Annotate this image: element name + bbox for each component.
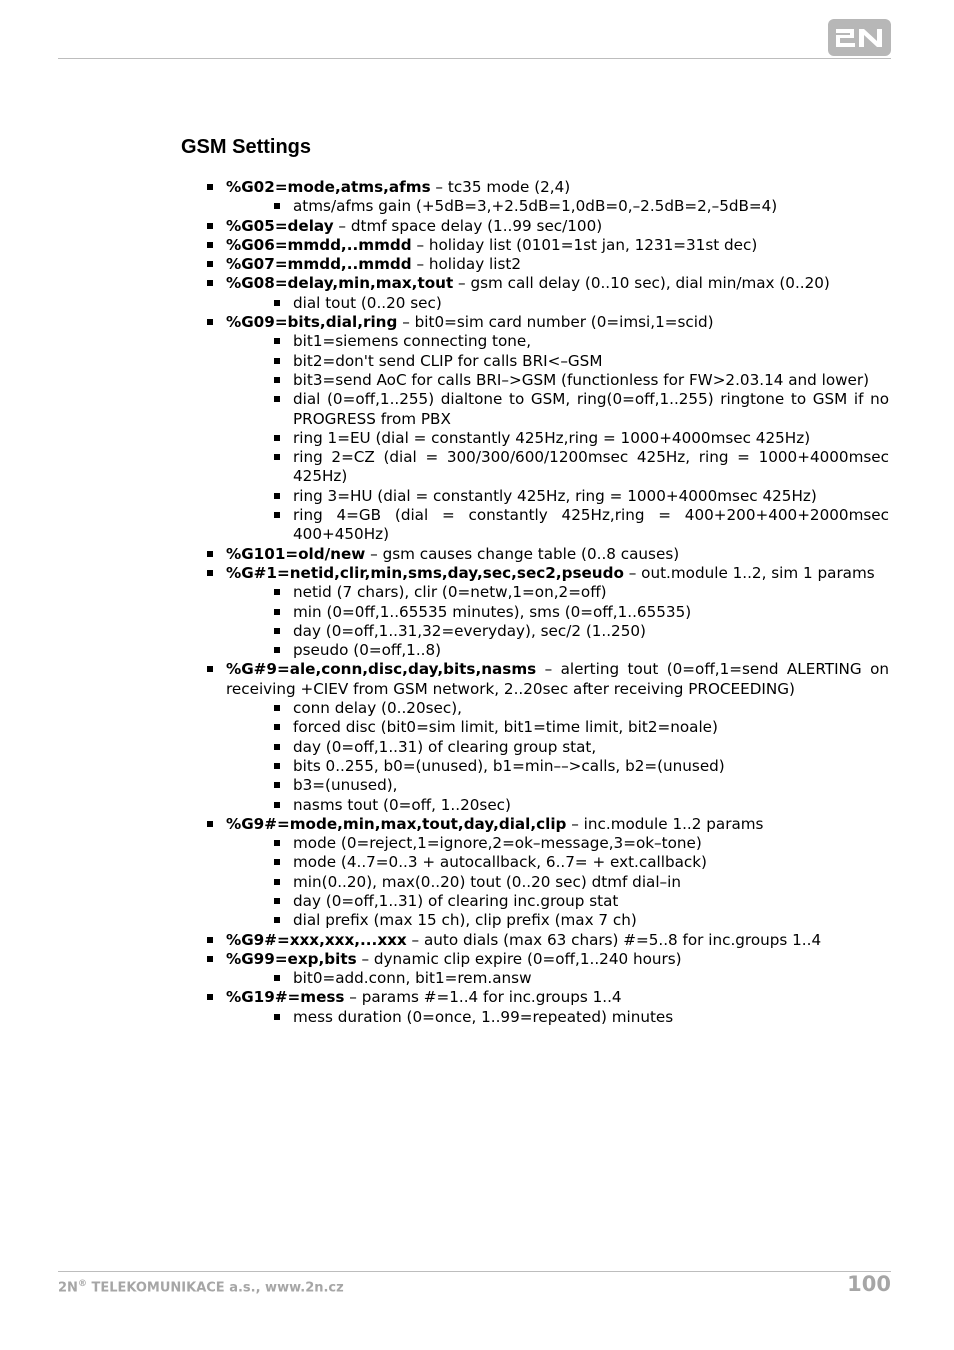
- 2n-logo-icon: [828, 19, 891, 56]
- setting-subitem: nasms tout (0=off, 1..20sec): [226, 796, 889, 815]
- setting-description: – holiday list2: [411, 255, 521, 274]
- setting-item: [207, 545, 889, 564]
- setting-subitem: bits 0..255, b0=(unused), b1=min––>calls, b2=(unused): [226, 757, 889, 776]
- setting-sublist: [226, 834, 889, 930]
- setting-subitem: b3=(unused),: [226, 776, 889, 795]
- setting-subitem: day (0=off,1..31) of clearing inc.group stat: [226, 892, 889, 911]
- setting-item: [207, 950, 889, 989]
- setting-subitem: atms/afms gain (+5dB=3,+2.5dB=1,0dB=0,–2.5dB=2,–5dB=4): [226, 197, 889, 216]
- setting-subitem: dial (0=off,1..255) dialtone to GSM, ring(0=off,1..255) ringtone to GSM if no PROGRESS from PBX: [226, 390, 889, 429]
- setting-code: %G#9=ale,conn,disc,day,bits,nasms: [226, 660, 537, 679]
- setting-description: – gsm call delay (0..10 sec), dial min/max (0..20): [453, 274, 830, 293]
- header-rule: [58, 58, 891, 59]
- setting-subitem: bit3=send AoC for calls BRI–>GSM (functionless for FW>2.03.14 and lower): [226, 371, 889, 390]
- setting-sublist: [226, 583, 889, 660]
- setting-description: – alerting tout (0=off,1=send ALERTING on receiving +CIEV from GSM network, 2..20sec after receiving PROCEEDING): [226, 660, 889, 698]
- setting-description: – out.module 1..2, sim 1 params: [623, 563, 875, 582]
- settings-list: [207, 178, 889, 1027]
- settings-list-container: [207, 178, 889, 1027]
- 2n-logo: [828, 19, 891, 56]
- setting-subitem: dial tout (0..20 sec): [226, 294, 889, 313]
- setting-subitem: bit2=don't send CLIP for calls BRI<–GSM: [226, 352, 889, 371]
- setting-subitem: mode (0=reject,1=ignore,2=ok–message,3=ok–tone): [226, 834, 889, 853]
- setting-item: [207, 178, 889, 217]
- setting-subitem: forced disc (bit0=sim limit, bit1=time limit, bit2=noale): [226, 718, 889, 737]
- setting-description: – tc35 mode (2,4): [430, 178, 571, 196]
- setting-sublist: [226, 969, 889, 988]
- setting-sublist: [226, 699, 889, 815]
- setting-code: %G99=exp,bits: [226, 949, 357, 968]
- setting-subitem: bit0=add.conn, bit1=rem.answ: [226, 969, 889, 988]
- setting-subitem: day (0=off,1..31,32=everyday), sec/2 (1..250): [226, 622, 889, 641]
- setting-item: [207, 564, 889, 660]
- setting-subitem: conn delay (0..20sec),: [226, 699, 889, 718]
- registered-mark: ®: [77, 1279, 87, 1289]
- setting-subitem: min (0=0ff,1..65535 minutes), sms (0=off,1..65535): [226, 603, 889, 622]
- setting-description: – holiday list (0101=1st jan, 1231=31st dec): [411, 235, 758, 254]
- setting-item: [207, 988, 889, 1027]
- setting-item: [207, 660, 889, 814]
- setting-description: – gsm causes change table (0..8 causes): [365, 544, 680, 563]
- setting-subitem: bit1=siemens connecting tone,: [226, 332, 889, 351]
- footer-company-suffix: TELEKOMUNIKACE a.s., www.2n.cz: [86, 1280, 344, 1296]
- setting-subitem: min(0..20), max(0..20) tout (0..20 sec) dtmf dial–in: [226, 873, 889, 892]
- setting-subitem: ring 1=EU (dial = constantly 425Hz,ring = 1000+4000msec 425Hz): [226, 429, 889, 448]
- footer-company-prefix: 2N: [58, 1280, 78, 1296]
- setting-subitem: dial prefix (max 15 ch), clip prefix (max 7 ch): [226, 911, 889, 930]
- setting-description: – inc.module 1..2 params: [566, 814, 764, 833]
- footer-company: [58, 1279, 344, 1295]
- setting-subitem: day (0=off,1..31) of clearing group stat,: [226, 738, 889, 757]
- setting-subitem: ring 4=GB (dial = constantly 425Hz,ring = 400+200+400+2000msec 400+450Hz): [226, 506, 889, 545]
- setting-item: [207, 236, 889, 255]
- setting-item: [207, 931, 889, 950]
- setting-item: [207, 313, 889, 545]
- setting-code: %G9#=xxx,xxx,...xxx: [226, 930, 407, 949]
- setting-subitem: netid (7 chars), clir (0=netw,1=on,2=off): [226, 583, 889, 602]
- setting-subitem: mess duration (0=once, 1..99=repeated) minutes: [226, 1008, 889, 1027]
- setting-sublist: [226, 294, 889, 313]
- setting-code: %G09=bits,dial,ring: [226, 313, 398, 332]
- footer-rule: [58, 1271, 891, 1272]
- setting-description: – auto dials (max 63 chars) #=5..8 for inc.groups 1..4: [406, 930, 822, 949]
- setting-subitem: pseudo (0=off,1..8): [226, 641, 889, 660]
- setting-subitem: ring 2=CZ (dial = 300/300/600/1200msec 425Hz, ring = 1000+4000msec 425Hz): [226, 448, 889, 487]
- setting-code: %G07=mmdd,..mmdd: [226, 255, 412, 274]
- setting-subitem: mode (4..7=0..3 + autocallback, 6..7= + ext.callback): [226, 853, 889, 872]
- setting-code: %G#1=netid,clir,min,sms,day,sec,sec2,pseudo: [226, 563, 624, 582]
- setting-sublist: [226, 332, 889, 544]
- setting-subitem: ring 3=HU (dial = constantly 425Hz, ring = 1000+4000msec 425Hz): [226, 487, 889, 506]
- page-number: 100: [847, 1272, 891, 1296]
- setting-code: %G101=old/new: [226, 544, 366, 563]
- setting-description: – dynamic clip expire (0=off,1..240 hours): [356, 949, 682, 968]
- setting-item: [207, 217, 889, 236]
- setting-code: %G19#=mess: [226, 988, 345, 1007]
- setting-item: [207, 255, 889, 274]
- setting-code: %G02=mode,atms,afms: [226, 178, 431, 196]
- setting-description: – bit0=sim card number (0=imsi,1=scid): [397, 313, 714, 332]
- setting-code: %G06=mmdd,..mmdd: [226, 235, 412, 254]
- setting-sublist: [226, 197, 889, 216]
- setting-code: %G05=delay: [226, 216, 334, 235]
- setting-code: %G08=delay,min,max,tout: [226, 274, 454, 293]
- setting-code: %G9#=mode,min,max,tout,day,dial,clip: [226, 814, 567, 833]
- setting-item: [207, 274, 889, 313]
- setting-item: [207, 815, 889, 931]
- setting-description: – params #=1..4 for inc.groups 1..4: [344, 988, 622, 1007]
- page-title: GSM Settings: [181, 136, 312, 158]
- setting-description: – dtmf space delay (1..99 sec/100): [333, 216, 603, 235]
- setting-sublist: [226, 1008, 889, 1027]
